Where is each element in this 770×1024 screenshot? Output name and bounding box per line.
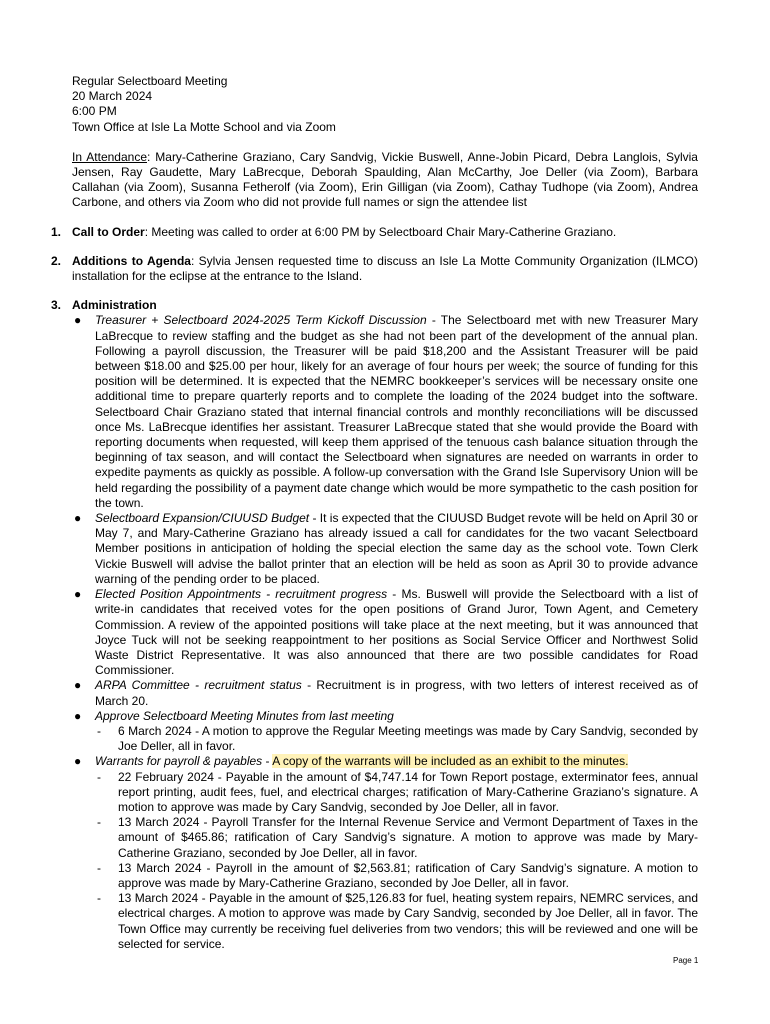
item-title: Warrants for payroll & payables: [95, 754, 263, 769]
bullet-icon: ●: [74, 678, 82, 693]
bullet-icon: ●: [74, 754, 82, 769]
sub-item: [97, 891, 698, 952]
section-text: : Sylvia Jensen requested time to discuss an Isle La Motte Community Organization (ILMCO) installation for the eclipse at the entrance to the Island.: [72, 253, 698, 284]
bullet-icon: ●: [74, 587, 82, 602]
dash-marker: -: [97, 891, 101, 906]
dash-marker: -: [97, 815, 101, 830]
item-text: - Recruitment is in progress, with two letters of interest received as of March 20.: [95, 678, 698, 708]
item-title: Approve Selectboard Meeting Minutes from last meeting: [95, 708, 394, 723]
section-title: Administration: [72, 298, 157, 313]
item-title: Treasurer + Selectboard 2024-2025 Term Kickoff Discussion: [95, 313, 427, 328]
dash-marker: -: [97, 723, 101, 738]
section-administration: [51, 298, 699, 952]
section-call-to-order: [51, 224, 698, 240]
bullet-icon: ●: [74, 313, 82, 328]
meeting-date: 20 March 2024: [72, 89, 153, 104]
item-text: - It is expected that the CIUUSD Budget revote will be held on April 30 or May 7, and Mary-Catherine Graziano has already issued a call for candidates for the two vacant Selectboard Member positions in anticipation of holding the special election the same day as the school vote. Town Clerk Vickie Buswell will advise the ballot printer that an election will be held as soon as April 30 to provide advance warning of the pending order to be placed.: [95, 511, 698, 586]
list-item: [74, 708, 698, 755]
warrants-sublist: [95, 770, 698, 952]
sub-item-text: 6 March 2024 - A motion to approve the Regular Meeting meetings was made by Cary Sandvig, seconded by Joe Deller, all in favor.: [118, 723, 698, 754]
attendance-label: In Attendance: [72, 149, 147, 164]
document-page: [51, 74, 699, 952]
bullet-icon: ●: [74, 708, 82, 723]
page-number: Page 1: [673, 956, 699, 965]
meeting-location: Town Office at Isle La Motte School and via Zoom: [72, 119, 336, 134]
sub-item: [97, 769, 698, 816]
item-text: - Ms. Buswell will provide the Selectboard with a list of write-in candidates that received votes for the open positions of Grand Juror, Town Agent, and Cemetery Commission. A review of the appointed positions will take place at the next meeting, but it was announced that Joyce Tuck will not be seeking reappointment to her positions as Social Service Officer and Northwest Solid Waste District Representative. It was also announced that there are two possible candidates for Road Commissioner.: [95, 587, 698, 678]
section-title: Call to Order: [72, 224, 145, 239]
minutes-sublist: [95, 724, 698, 754]
meeting-time: 6:00 PM: [72, 104, 117, 119]
list-item: [74, 587, 698, 678]
section-number: 2.: [51, 253, 62, 268]
section-title: Additions to Agenda: [72, 253, 191, 268]
sub-item-text: 13 March 2024 - Payroll in the amount of $2,563.81; ratification of Cary Sandvig’s signature. A motion to approve was made by Mary-Catherine Graziano, seconded by Joe Deller, all in favor.: [118, 860, 698, 890]
sub-item-text: 13 March 2024 - Payable in the amount of $25,126.83 for fuel, heating system repairs, NEMRC services, and electrical charges. A motion to approve was made by Cary Sandvig, seconded by Joe Deller, all in favor. The Town Office may currently be receiving fuel deliveries from two vendors; this will be reviewed and one will be selected for service.: [118, 891, 698, 951]
section-number: 3.: [51, 298, 62, 313]
highlighted-note: A copy of the warrants will be included as an exhibit to the minutes.: [272, 754, 629, 769]
section-additions-to-agenda: [51, 253, 698, 284]
meeting-header: [72, 74, 698, 135]
meeting-title: Regular Selectboard Meeting: [72, 74, 228, 88]
item-title: Elected Position Appointments - recruitment progress: [95, 587, 388, 602]
item-text: - The Selectboard met with new Treasurer Mary LaBrecque to review staffing and the budget as she had not been part of the development of the annual plan. Following a payroll discussion, the Treasurer will be paid $18,200 and the Assistant Treasurer will be paid between $18.00 and $25.00 per hour, likely for an average of four hours per week; the source of funding for this position will be determined. It is expected that the NEMRC bookkeeper’s services will be necessary onsite one additional time to prepare quarterly reports and to complete the loading of the 2024 budget into the software. Selectboard Chair Graziano stated that internal financial controls and monthly reconciliations will be discussed once Ms. LaBrecque identifies her assistant. Treasurer LaBrecque stated that she would provide the Board with reporting documents when requested, will keep them apprised of the tenuous cash balance situation through the beginning of tax season, and will contact the Selectboard when signatures are needed on warrants in order to expedite payments as quickly as possible. A follow-up conversation with the Grand Isle Supervisory Union will be held regarding the possibility of a payment date change which would be more sympathetic to the cash position for the town.: [95, 313, 699, 510]
dash-marker: -: [97, 860, 101, 875]
dash-marker: -: [97, 769, 101, 784]
list-item: [74, 511, 698, 587]
section-number: 1.: [51, 224, 62, 239]
section-text: : Meeting was called to order at 6:00 PM by Selectboard Chair Mary-Catherine Graziano.: [144, 224, 617, 239]
sub-item: [97, 815, 698, 861]
list-item: [74, 678, 698, 708]
list-item: [74, 313, 699, 511]
item-title: ARPA Committee - recruitment status: [95, 678, 302, 693]
sub-item-text: 22 February 2024 - Payable in the amount of $4,747.14 for Town Report postage, exterminator fees, annual report printing, audit fees, fuel, and electrical charges; ratification of Mary-Catherine Graziano’s signature. A motion to approve was made by Cary Sandvig, seconded by Joe Deller, all in favor.: [118, 769, 698, 814]
administration-list: [72, 313, 698, 952]
item-title: Selectboard Expansion/CIUUSD Budget: [95, 511, 310, 526]
sub-item: [97, 723, 698, 754]
bullet-icon: ●: [74, 511, 82, 526]
item-separator: -: [262, 754, 273, 769]
attendance-list: : Mary-Catherine Graziano, Cary Sandvig, Vickie Buswell, Anne-Jobin Picard, Debra Langlois, Sylvia Jensen, Ray Gaudette, Mary LaBrecque, Deborah Spaulding, Alan McCarthy, Joe Deller (via Zoom), Barbara Callahan (via Zoom), Susanna Fetherolf (via Zoom), Erin Gilligan (via Zoom), Cathay Tudhope (via Zoom), Andrea Carbone, and others via Zoom who did not provide full names or sign the attendee list: [72, 149, 698, 210]
attendance-paragraph: [72, 150, 698, 211]
sub-item: [97, 860, 698, 891]
sub-item-text: 13 March 2024 - Payroll Transfer for the Internal Revenue Service and Vermont Department of Taxes in the amount of $465.86; ratification of Cary Sandvig’s signature. A motion to approve was made by Mary-Catherine Graziano, seconded by Joe Deller, all in favor.: [118, 815, 698, 860]
list-item: [74, 754, 698, 952]
